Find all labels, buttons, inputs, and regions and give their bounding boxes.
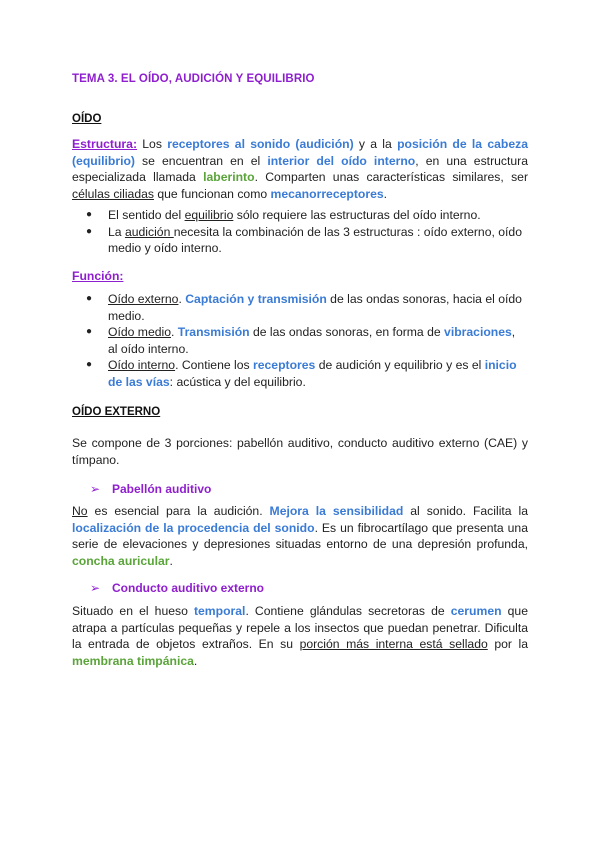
highlight-text: posición de la cabeza (equilibrio): [72, 137, 528, 168]
highlight-text: mecanorreceptores: [270, 186, 384, 201]
funcion-bullet-list: [72, 291, 528, 390]
highlight-text: Mejora la sensibilidad: [269, 504, 404, 518]
text-run: .: [171, 325, 178, 339]
funcion-heading: [72, 268, 528, 285]
text-run: , en una estructura especializada llamada: [72, 153, 528, 184]
underlined-text: Oído medio: [108, 325, 172, 339]
list-item: [72, 357, 528, 390]
highlight-text: Captación y transmisión: [185, 292, 327, 306]
text-run: El sentido del: [108, 208, 185, 222]
externo-intro: Se compone de 3 porciones: pabellón auditivo, conducto auditivo externo (CAE) y tímpano.: [72, 436, 528, 467]
highlight-text: vibraciones: [444, 325, 512, 339]
text-run: : acústica y del equilibrio.: [169, 374, 306, 389]
underlined-text: audición: [124, 224, 174, 239]
highlight-text: temporal: [193, 604, 246, 618]
text-run: . Contiene los: [175, 358, 253, 372]
text-run: que funcionan como: [153, 186, 271, 201]
text-run: , al oído interno.: [108, 325, 516, 356]
underlined-text: Oído interno: [108, 358, 176, 372]
text-run: . Comparten unas características similares, ser: [254, 170, 528, 184]
text-run: Los: [137, 137, 168, 151]
highlight-text: laberinto: [203, 170, 255, 184]
bullet-icon: ●: [86, 326, 93, 337]
highlight-text: interior del oído interno: [267, 153, 416, 168]
conducto-paragraph: [72, 603, 528, 669]
list-item: [72, 224, 528, 257]
highlight-text: membrana timpánica: [72, 653, 194, 668]
bullet-icon: ●: [86, 359, 93, 370]
text-run: al sonido. Facilita la: [403, 504, 528, 518]
subheading-conducto: [90, 580, 264, 597]
underlined-text: No: [72, 504, 88, 518]
subheading-pabellon: [90, 481, 211, 498]
bullet-icon: ●: [86, 225, 93, 237]
text-run: .: [383, 186, 388, 201]
text-run: de audición y equilibrio y es el: [315, 358, 485, 372]
underlined-text: Oído externo: [108, 292, 179, 306]
text-run: Situado en el hueso: [72, 604, 194, 618]
arrow-icon: ➢: [90, 482, 101, 496]
text-run: sólo requiere las estructuras del oído interno.: [233, 208, 481, 222]
text-run: se encuentran en el: [134, 153, 268, 168]
subheading-label: Conducto auditivo externo: [112, 581, 265, 595]
subheading-label: Pabellón auditivo: [112, 482, 212, 496]
highlight-text: inicio de las vías: [108, 358, 517, 389]
section-heading-oido-externo: OÍDO EXTERNO: [72, 406, 161, 418]
text-run: por la: [487, 637, 529, 651]
highlight-text: receptores al sonido (audición): [167, 137, 354, 151]
estructura-paragraph: [72, 136, 528, 202]
text-run: . Es un fibrocartílago que presenta una serie de elevaciones y depresiones situadas entorno de una depresión profunda,: [72, 520, 528, 551]
page-title: TEMA 3. EL OÍDO, AUDICIÓN Y EQUILIBRIO: [72, 73, 315, 85]
underlined-text: células ciliadas: [72, 186, 154, 201]
bullet-icon: ●: [86, 209, 93, 220]
bullet-icon: ●: [86, 293, 93, 304]
text-run: .: [193, 653, 198, 668]
text-run: es esencial para la audición.: [87, 504, 270, 518]
text-run: necesita la combinación de las 3 estructuras : oído externo, oído medio y oído interno.: [108, 224, 522, 255]
highlight-text: localización de la procedencia del sonido: [72, 520, 315, 535]
funcion-label: Función:: [72, 269, 124, 283]
text-run: .: [169, 553, 173, 568]
section-heading-oido: OÍDO: [72, 113, 102, 125]
underlined-text: equilibrio: [184, 208, 234, 222]
estructura-bullet-list: [72, 207, 528, 257]
text-run: de las ondas sonoras, en forma de: [249, 325, 445, 339]
list-item: [72, 291, 528, 324]
list-item: [72, 207, 528, 224]
text-run: . Contiene glándulas secretoras de: [245, 604, 451, 618]
estructura-label: Estructura:: [72, 137, 138, 151]
text-run: y a la: [353, 137, 398, 151]
highlight-text: concha auricular: [72, 553, 170, 568]
text-run: La: [108, 224, 125, 239]
highlight-text: cerumen: [450, 604, 502, 618]
highlight-text: receptores: [253, 358, 316, 372]
arrow-icon: ➢: [90, 581, 101, 595]
underlined-text: porción más interna está sellado: [299, 637, 488, 651]
text-run: que atrapa a partículas pequeñas y repele a los insectos que puedan penetrar. Dificulta la entrada de objetos extraños. En su: [72, 604, 528, 651]
list-item: [72, 324, 528, 357]
text-run: de las ondas sonoras, hacia el oído medio.: [108, 292, 522, 323]
highlight-text: Transmisión: [177, 325, 250, 339]
pabellon-paragraph: [72, 503, 528, 569]
text-run: .: [178, 292, 186, 306]
